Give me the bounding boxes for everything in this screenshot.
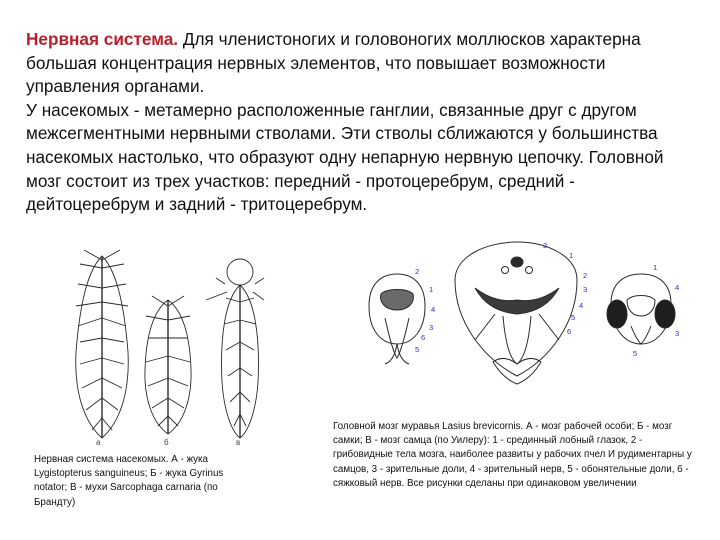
caption-left: Нервная система насекомых. А - жука Lygistopterus sanguineus; Б - жука Gyrinus notator; В - мухи Sarcophaga carnaria (по Брандту) bbox=[34, 454, 224, 508]
number-a-4: 4 bbox=[431, 305, 436, 314]
number-c-4: 4 bbox=[675, 283, 680, 292]
insect-nervous-system-drawing bbox=[40, 242, 265, 447]
number-a-1: 1 bbox=[429, 285, 434, 294]
number-c-3: 3 bbox=[675, 329, 680, 338]
caption-right: Головной мозг муравья Lasius brevicornis. А - мозг рабочей особи; Б - мозг самки; В - мозг самца (по Уилеру): 1 - срединный лобный глазок, 2 - грибовидные тела мозга, наиболее развиты у рабочих пчел И рудиментарны у самцов, 3 - зрительные доли, 4 - зрительный нерв, 5 - обонятельные доли, 6 - сяжковый нерв. Все рисунки сделаны при одинаковом увеличении bbox=[333, 421, 692, 489]
ant-brain-drawing bbox=[355, 240, 695, 420]
number-a-6: 6 bbox=[421, 333, 426, 342]
paragraph-1 bbox=[26, 28, 696, 99]
number-b-3: 3 bbox=[583, 285, 588, 294]
number-b-5: 5 bbox=[571, 313, 576, 322]
paragraph-2: У насекомых - метамерно расположенные ганглии, связанные друг с другом межсегментными нервными стволами. Эти стволы сближаются у большинства насекомых настолько, что образуют одну непарную нервную цепочку. Головной мозг состоит из трех участков: передний - протоцеребрум, средний - дейтоцеребрум и задний - тритоцеребрум. bbox=[26, 99, 664, 215]
main-text bbox=[26, 28, 696, 217]
label-c: в bbox=[236, 438, 241, 447]
label-a: а bbox=[96, 438, 101, 447]
number-b-4: 4 bbox=[579, 301, 584, 310]
number-b-1: 1 bbox=[569, 251, 574, 260]
number-c-1: 1 bbox=[653, 263, 658, 272]
number-b-2: 2 bbox=[543, 241, 548, 250]
number-b-6: 6 bbox=[567, 327, 572, 336]
number-c-5: 5 bbox=[633, 349, 638, 358]
number-a-3: 3 bbox=[429, 323, 434, 332]
paragraph-1-text: Для членистоногих и головоногих моллюсков характерна большая концентрация нервных элементов, что повышает возможности управления органами. bbox=[26, 29, 641, 97]
heading-nervous-system: Нервная система. bbox=[26, 29, 179, 49]
label-b: б bbox=[164, 438, 169, 447]
number-a-5: 5 bbox=[415, 345, 420, 354]
number-b-2b: 2 bbox=[583, 271, 588, 280]
number-a-2: 2 bbox=[415, 267, 420, 276]
